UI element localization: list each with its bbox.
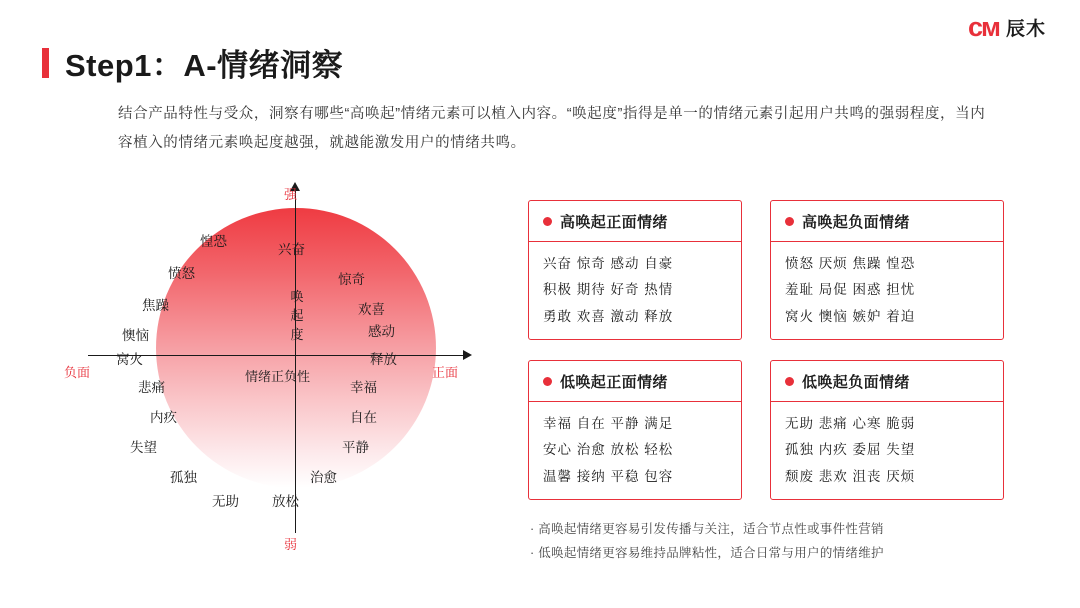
card-header (785, 371, 989, 392)
card-header (543, 371, 727, 392)
bullet-dot-icon (543, 217, 552, 226)
card-divider (529, 241, 741, 242)
emotion-point-14: 自在 (350, 410, 377, 425)
emotion-point-0: 惶恐 (200, 234, 227, 249)
page-title-text: Step1：A-情绪洞察 (65, 48, 344, 83)
emotion-point-12: 幸福 (350, 380, 377, 395)
card-divider (529, 401, 741, 402)
emotion-point-2: 愤怒 (168, 266, 195, 281)
emotion-point-4: 焦躁 (142, 298, 169, 313)
card-row: 颓废 悲欢 沮丧 厌烦 (785, 468, 916, 484)
axis-arrow-right-icon (463, 350, 472, 360)
emotion-point-16: 平静 (342, 440, 369, 455)
card-row: 兴奋 惊奇 感动 自豪 (543, 256, 674, 271)
card-row: 孤独 内疚 委屈 失望 (785, 442, 916, 458)
emotion-point-17: 孤独 (170, 470, 197, 485)
bullet-dot-icon (785, 377, 794, 386)
horizontal-axis (88, 355, 468, 356)
title-accent-bar (42, 48, 49, 78)
card-row: 幸福 自在 平静 满足 (543, 416, 674, 431)
footnote-item: · 低唤起情绪更容易维持品牌粘性，适合日常与用户的情绪维护 (530, 545, 884, 560)
card-header (543, 211, 727, 232)
emotion-point-5: 欢喜 (358, 302, 385, 317)
card-divider (771, 401, 1003, 402)
card-row: 无助 悲痛 心寒 脆弱 (785, 416, 916, 431)
axis-label-left: 负面 (64, 365, 91, 380)
emotion-point-6: 懊恼 (122, 328, 149, 343)
emotion-point-10: 释放 (370, 352, 397, 367)
arousal-axis-name: 唤 起 度 (290, 289, 304, 342)
card-row: 羞耻 局促 困惑 担忧 (785, 282, 916, 298)
bullet-dot-icon (785, 217, 794, 226)
card-header (785, 211, 989, 232)
logo-brand-text: 辰木 (1005, 19, 1046, 40)
bullet-dot-icon (543, 377, 552, 386)
logo-mark-icon: ᴄᴍ (967, 12, 999, 42)
emotion-point-3: 惊奇 (338, 272, 365, 287)
emotion-point-13: 内疚 (150, 410, 177, 425)
card-row: 愤怒 厌烦 焦躁 惶恐 (785, 256, 916, 271)
emotion-point-1: 兴奋 (278, 242, 305, 257)
emotion-point-18: 治愈 (310, 470, 337, 485)
emotion-point-8: 感动 (368, 324, 395, 339)
emotion-point-11: 悲痛 (138, 380, 165, 395)
emotion-point-19: 无助 (212, 494, 239, 509)
card-high-arousal-positive (528, 200, 742, 340)
emotion-point-20: 放松 (272, 494, 299, 509)
axis-label-bottom: 弱 (284, 537, 298, 552)
card-row: 积极 期待 好奇 热情 (543, 282, 674, 298)
axis-origin-label: 情绪正负性 (245, 369, 311, 384)
card-row: 窝火 懊恼 嫉妒 着迫 (785, 308, 916, 324)
emotion-category-cards (528, 200, 1018, 500)
intro-paragraph: 结合产品特性与受众，洞察有哪些“高唤起”情绪元素可以植入内容。“唤起度”指得是单一的情绪元素引起用户共鸣的强弱程度，当内容植入的情绪元素唤起度越强，就越能激发用户的情绪共鸣。 (118, 106, 986, 151)
card-high-arousal-negative (770, 200, 1004, 340)
card-row: 温馨 接纳 平稳 包容 (543, 468, 674, 484)
card-title: 高唤起正面情绪 (560, 214, 668, 231)
card-title: 低唤起负面情绪 (802, 374, 910, 391)
emotion-point-15: 失望 (130, 440, 157, 455)
card-low-arousal-negative (770, 360, 1004, 500)
footnotes (530, 518, 1030, 566)
axis-label-top: 强 (284, 187, 298, 202)
emotion-quadrant-chart (60, 180, 500, 570)
brand-logo (968, 14, 1046, 41)
axis-label-right: 正面 (432, 365, 459, 380)
page-title (42, 40, 343, 85)
footnote-item: · 高唤起情绪更容易引发传播与关注，适合节点性或事件性营销 (530, 522, 884, 536)
card-row: 安心 治愈 放松 轻松 (543, 442, 674, 458)
card-title: 低唤起正面情绪 (560, 374, 668, 391)
card-low-arousal-positive (528, 360, 742, 500)
card-row: 勇敢 欢喜 激动 释放 (543, 308, 674, 324)
card-title: 高唤起负面情绪 (802, 214, 910, 231)
card-divider (771, 241, 1003, 242)
emotion-point-9: 窝火 (116, 352, 143, 367)
